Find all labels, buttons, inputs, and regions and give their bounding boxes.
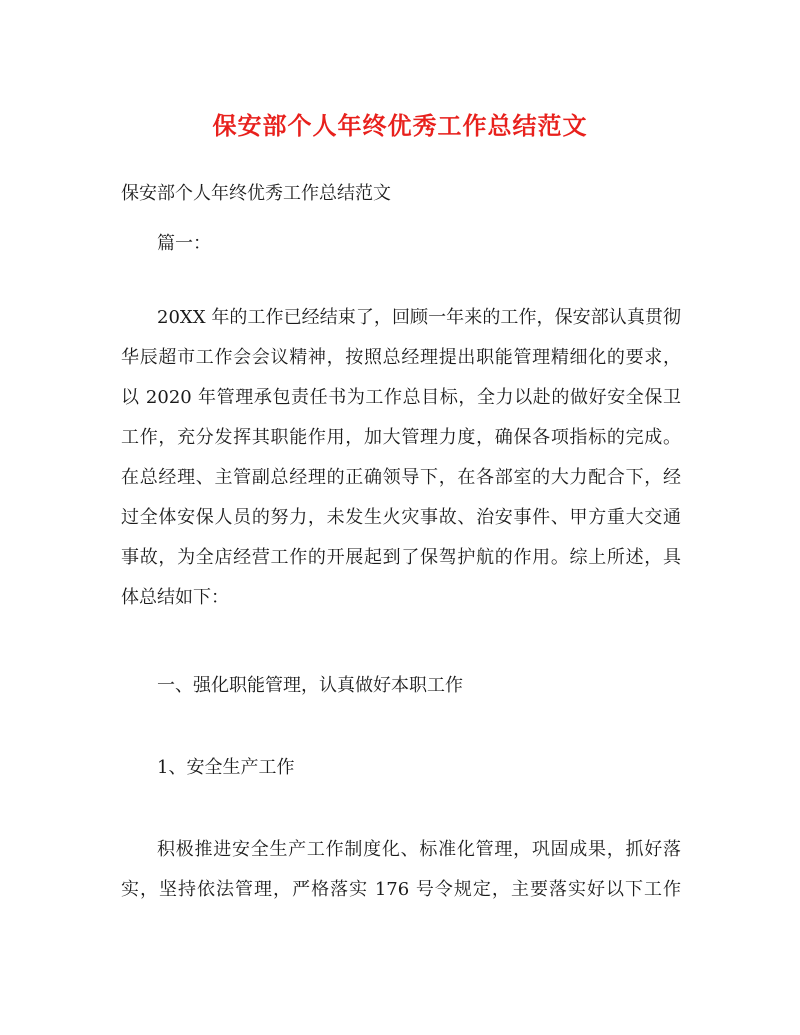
subsection-1-heading: 1、安全生产工作 [157,757,295,778]
part-label: 篇一： [157,233,211,254]
document-title: 保安部个人年终优秀工作总结范文 [212,111,588,140]
body-line-2: 实，坚持依法管理，严格落实 176 号令规定，主要落实好以下工作 [121,879,681,900]
intro-line-8: 体总结如下： [121,587,229,608]
intro-line-5: 在总经理、主管副总经理的正确领导下，在各部室的大力配合下，经 [121,467,681,488]
intro-line-2: 华辰超市工作会会议精神，按照总经理提出职能管理精细化的要求， [121,347,681,368]
intro-line-6: 过全体安保人员的努力，未发生火灾事故、治安事件、甲方重大交通 [121,507,681,528]
intro-line-3: 以 2020 年管理承包责任书为工作总目标，全力以赴的做好安全保卫 [121,387,681,408]
body-line-1: 积极推进安全生产工作制度化、标准化管理，巩固成果，抓好落 [157,839,681,860]
section-1-heading: 一、强化职能管理，认真做好本职工作 [157,675,463,696]
intro-line-1: 20XX 年的工作已经结束了，回顾一年来的工作，保安部认真贯彻 [157,307,681,328]
intro-line-7: 事故，为全店经营工作的开展起到了保驾护航的作用。综上所述，具 [121,547,681,568]
intro-line-4: 工作，充分发挥其职能作用，加大管理力度，确保各项指标的完成。 [121,427,681,448]
document-subtitle: 保安部个人年终优秀工作总结范文 [121,183,391,204]
